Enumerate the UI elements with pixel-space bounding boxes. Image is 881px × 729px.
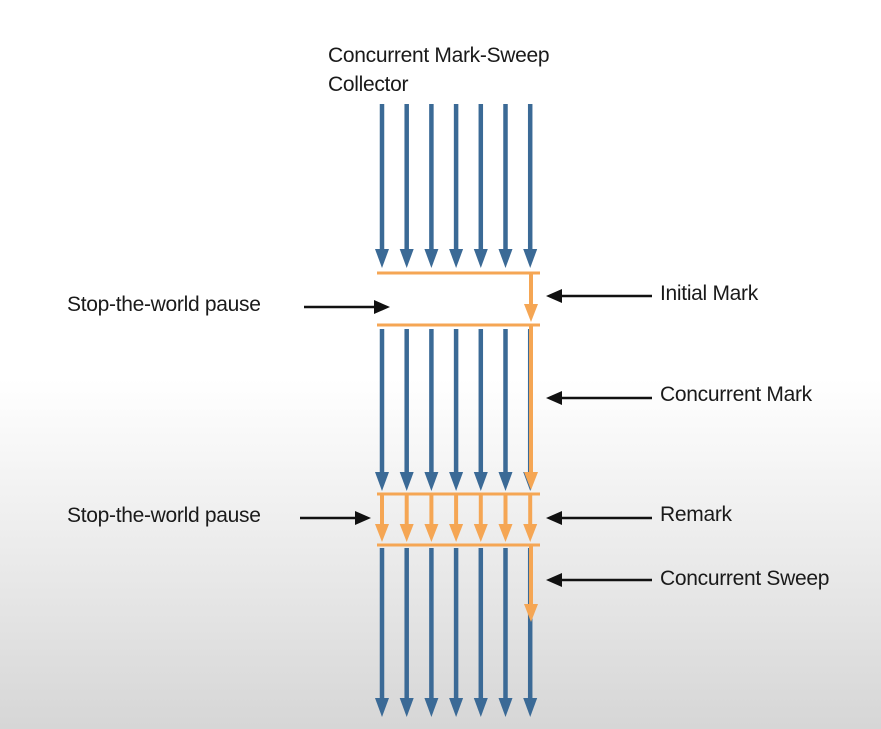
phase-label-remark: Remark	[660, 503, 732, 526]
app-thread-arrow-7	[523, 104, 537, 268]
app-thread-arrow-2	[400, 104, 414, 268]
pointer-arrow	[300, 511, 371, 525]
app-thread-arrow-5	[474, 548, 488, 717]
pause-label-2: Stop-the-world pause	[67, 504, 261, 527]
app-thread-arrow-2	[400, 548, 414, 717]
title-line-2: Collector	[328, 73, 409, 96]
app-thread-arrow-4	[449, 329, 463, 491]
app-thread-arrow-3	[424, 548, 438, 717]
pointer-arrow	[304, 300, 390, 314]
remark-gc-arrow-4	[449, 494, 463, 542]
app-thread-arrow-1	[375, 104, 389, 268]
app-thread-arrow-6	[499, 548, 513, 717]
phase-label-initial-mark: Initial Mark	[660, 282, 758, 305]
application-threads	[375, 104, 537, 717]
app-thread-arrow-1	[375, 329, 389, 491]
app-thread-arrow-3	[424, 104, 438, 268]
remark-gc-arrow-5	[474, 494, 488, 542]
phase-label-concurrent-mark: Concurrent Mark	[660, 383, 812, 406]
app-thread-arrow-1	[375, 548, 389, 717]
concurrent-sweep-gc-arrow	[524, 545, 538, 622]
pointer-arrow	[546, 511, 652, 525]
pointer-arrow	[546, 573, 652, 587]
app-thread-arrow-5	[474, 329, 488, 491]
concurrent-mark-gc-arrow	[524, 325, 538, 490]
app-thread-arrow-4	[449, 548, 463, 717]
app-thread-arrow-6	[499, 329, 513, 491]
pointer-arrow	[546, 391, 652, 405]
remark-gc-arrow-2	[400, 494, 414, 542]
title-line-1: Concurrent Mark-Sweep	[328, 44, 550, 67]
app-thread-arrow-3	[424, 329, 438, 491]
phase-label-concurrent-sweep: Concurrent Sweep	[660, 567, 830, 590]
app-thread-arrow-6	[499, 104, 513, 268]
remark-gc-arrow-6	[499, 494, 513, 542]
pointer-arrow	[546, 289, 652, 303]
remark-gc-arrow-7	[523, 494, 537, 542]
app-thread-arrow-2	[400, 329, 414, 491]
pointer-arrows	[300, 289, 652, 587]
app-thread-arrow-4	[449, 104, 463, 268]
remark-gc-arrow-1	[375, 494, 389, 542]
pause-label-1: Stop-the-world pause	[67, 293, 261, 316]
remark-gc-arrow-3	[424, 494, 438, 542]
initial-mark-gc-arrow	[524, 273, 538, 322]
app-thread-arrow-5	[474, 104, 488, 268]
